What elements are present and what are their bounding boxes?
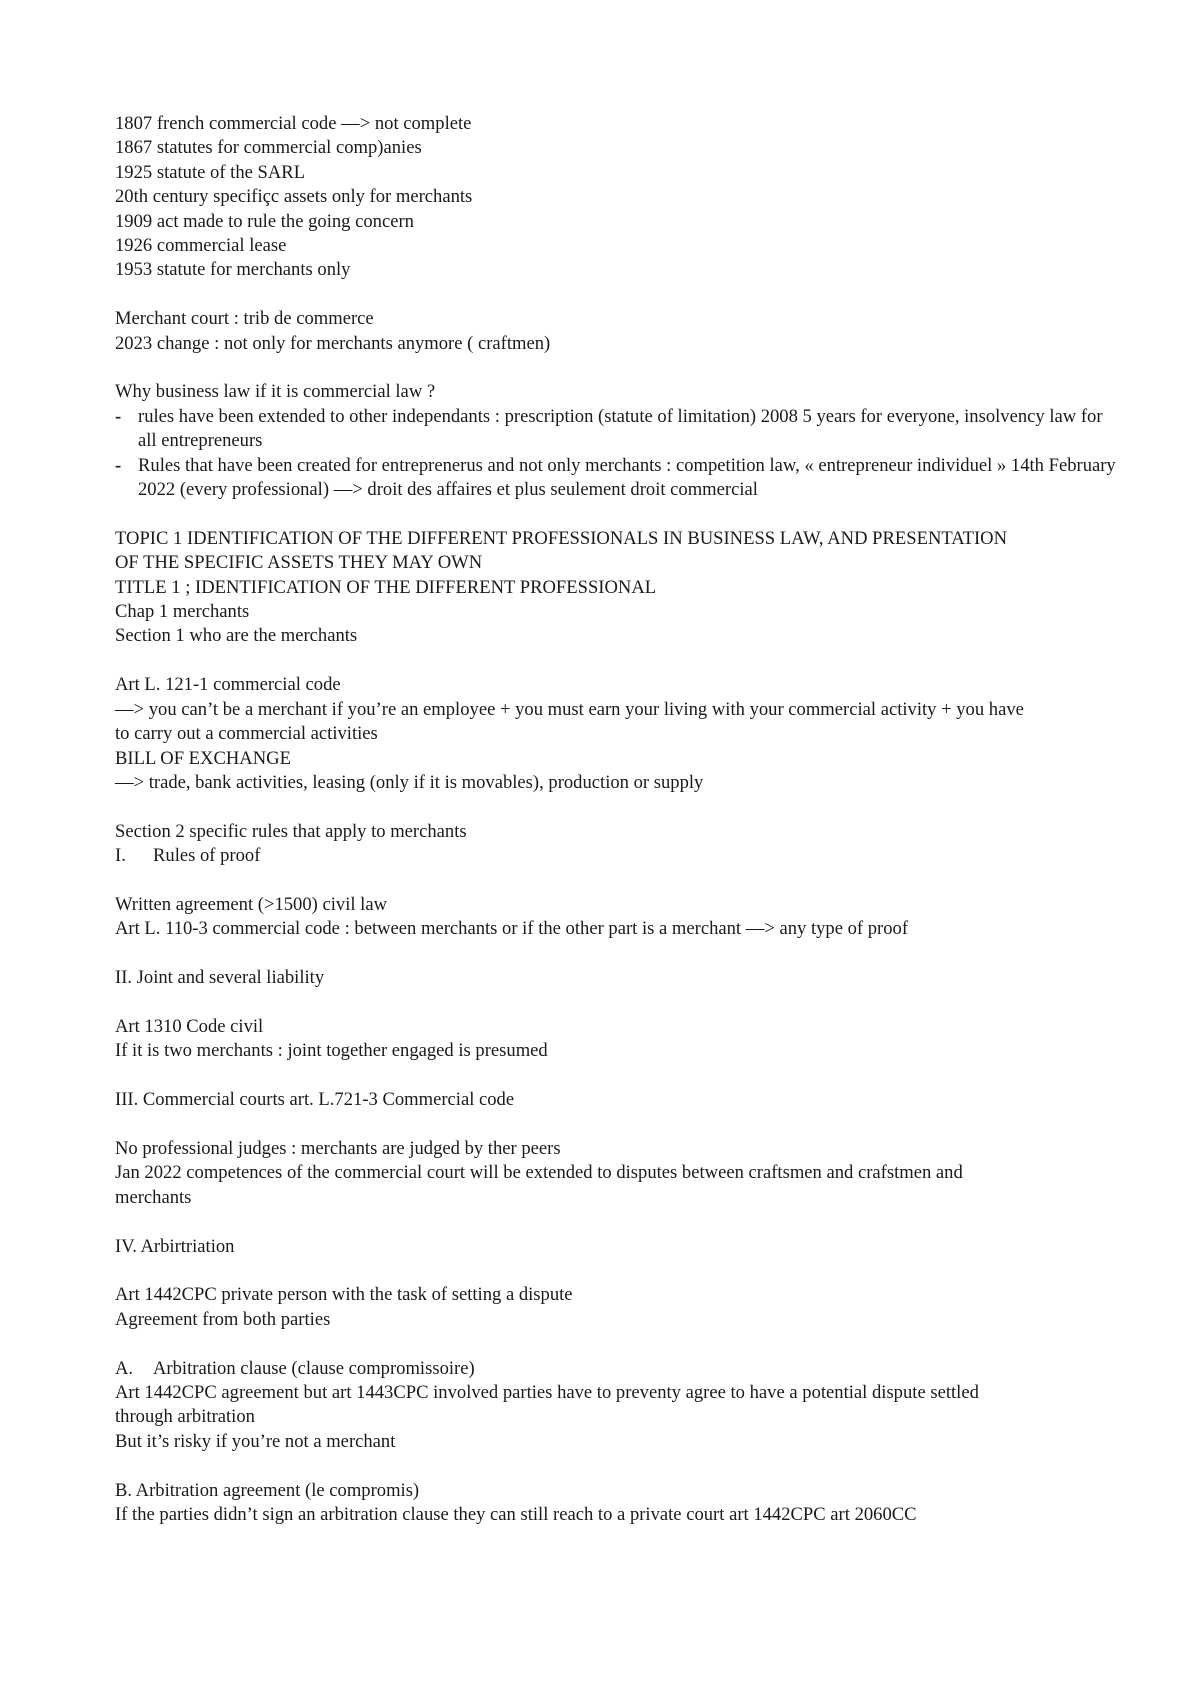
section2-heading: Section 2 specific rules that apply to merchants bbox=[115, 820, 467, 842]
title-heading: TITLE 1 ; IDENTIFICATION OF THE DIFFERENT PROFESSIONAL bbox=[115, 576, 657, 598]
section2-block bbox=[115, 820, 1125, 869]
arbitration-agreement-heading: B. Arbitration agreement (le compromis) bbox=[115, 1479, 420, 1501]
courts-line: No professional judges : merchants are judged by ther peers bbox=[115, 1137, 561, 1159]
alpha-number: A. bbox=[115, 1357, 134, 1379]
spacer bbox=[115, 1454, 1125, 1478]
bullet-dash: - bbox=[115, 405, 122, 427]
spacer bbox=[115, 991, 1125, 1015]
why-business-law-bullets bbox=[115, 405, 1125, 503]
why-business-law-block bbox=[115, 380, 1125, 502]
proof-line: Written agreement (>1500) civil law bbox=[115, 893, 388, 915]
spacer bbox=[115, 942, 1125, 966]
merchant-court-line: Merchant court : trib de commerce bbox=[115, 308, 374, 330]
arbitration-clause-note: But it’s risky if you’re not a merchant bbox=[115, 1430, 396, 1452]
arbitration-heading: IV. Arbirtriation bbox=[115, 1235, 235, 1257]
arbitration-clause-body: Art 1442CPC agreement but art 1443CPC involved parties have to preventy agree to have a potential dispute settled through arbitration bbox=[115, 1381, 979, 1428]
arbitration-block bbox=[115, 1283, 1125, 1332]
spacer bbox=[115, 795, 1125, 819]
commercial-courts-block bbox=[115, 1137, 1125, 1210]
bullet-text: rules have been extended to other independants : prescription (statute of limitation) 2008 5 years for everyone, insolvency law for all entrepreneurs bbox=[138, 405, 1103, 452]
spacer bbox=[115, 1064, 1125, 1088]
courts-line: Jan 2022 competences of the commercial court will be extended to disputes between craftsmen and crafstmen and merchants bbox=[115, 1162, 963, 1208]
bill-of-exchange-heading: BILL OF EXCHANGE bbox=[115, 747, 291, 769]
arbitration-clause-block bbox=[115, 1357, 1125, 1455]
spacer bbox=[115, 1210, 1125, 1234]
proof-block bbox=[115, 893, 1125, 942]
bullet-item bbox=[115, 454, 1125, 503]
history-line: 1807 french commercial code —> not complete bbox=[115, 113, 472, 134]
bill-of-exchange-body: —> trade, bank activities, leasing (only if it is movables), production or supply bbox=[115, 771, 704, 793]
merchant-court-block bbox=[115, 307, 1125, 356]
roman-number: I. bbox=[115, 845, 126, 867]
spacer bbox=[115, 1113, 1125, 1137]
spacer bbox=[115, 649, 1125, 673]
alpha-item bbox=[115, 1357, 1125, 1381]
bullet-item bbox=[115, 405, 1125, 454]
chapter-heading: Chap 1 merchants bbox=[115, 601, 250, 623]
roman-item bbox=[115, 844, 1125, 868]
spacer bbox=[115, 356, 1125, 380]
joint-line: If it is two merchants : joint together engaged is presumed bbox=[115, 1040, 548, 1062]
history-line: 1926 commercial lease bbox=[115, 235, 287, 257]
arbitration-agreement-body: If the parties didn’t sign an arbitration clause they can still reach to a private court art 1442CPC art 2060CC bbox=[115, 1503, 917, 1525]
why-business-law-question: Why business law if it is commercial law ? bbox=[115, 381, 436, 403]
merchant-court-line: 2023 change : not only for merchants anymore ( craftmen) bbox=[115, 332, 551, 354]
spacer bbox=[115, 502, 1125, 526]
proof-line: Art L. 110-3 commercial code : between merchants or if the other part is a merchant —> any type of proof bbox=[115, 918, 909, 940]
alpha-label: Arbitration clause (clause compromissoire) bbox=[153, 1357, 475, 1379]
joint-liability-block bbox=[115, 1015, 1125, 1064]
art-heading: Art L. 121-1 commercial code bbox=[115, 674, 341, 696]
joint-line: Art 1310 Code civil bbox=[115, 1015, 264, 1037]
commercial-courts-heading: III. Commercial courts art. L.721-3 Commercial code bbox=[115, 1089, 515, 1111]
spacer bbox=[115, 283, 1125, 307]
document-page bbox=[115, 112, 1125, 1527]
section-heading: Section 1 who are the merchants bbox=[115, 625, 358, 647]
history-line: 20th century specifiçc assets only for merchants bbox=[115, 186, 473, 208]
history-list bbox=[115, 112, 1125, 283]
history-line: 1953 statute for merchants only bbox=[115, 259, 351, 281]
spacer bbox=[115, 869, 1125, 893]
spacer bbox=[115, 1332, 1125, 1356]
topic-title: TOPIC 1 IDENTIFICATION OF THE DIFFERENT PROFESSIONALS IN BUSINESS LAW, AND PRESENTATION OF THE SPECIFIC ASSETS THEY MAY OWN bbox=[115, 527, 1008, 574]
roman-label: Rules of proof bbox=[153, 845, 261, 867]
art-body: —> you can’t be a merchant if you’re an employee + you must earn your living with your commercial activity + you have to carry out a commercial activities bbox=[115, 698, 1024, 745]
arbitration-line: Agreement from both parties bbox=[115, 1308, 331, 1330]
history-line: 1925 statute of the SARL bbox=[115, 161, 306, 183]
bullet-text: Rules that have been created for entreprenerus and not only merchants : competition law, « entrepreneur individuel » 14th February 2022 (every professional) —> droit des affaires et plus seulement droit commercial bbox=[138, 454, 1116, 501]
art-l121-block bbox=[115, 673, 1125, 795]
bullet-dash: - bbox=[115, 454, 122, 476]
history-line: 1867 statutes for commercial comp)anies bbox=[115, 137, 422, 159]
arbitration-agreement-block bbox=[115, 1479, 1125, 1528]
arbitration-line: Art 1442CPC private person with the task of setting a dispute bbox=[115, 1284, 573, 1306]
spacer bbox=[115, 1259, 1125, 1283]
history-line: 1909 act made to rule the going concern bbox=[115, 210, 414, 232]
joint-liability-heading: II. Joint and several liability bbox=[115, 967, 325, 989]
topic-block bbox=[115, 527, 1125, 649]
